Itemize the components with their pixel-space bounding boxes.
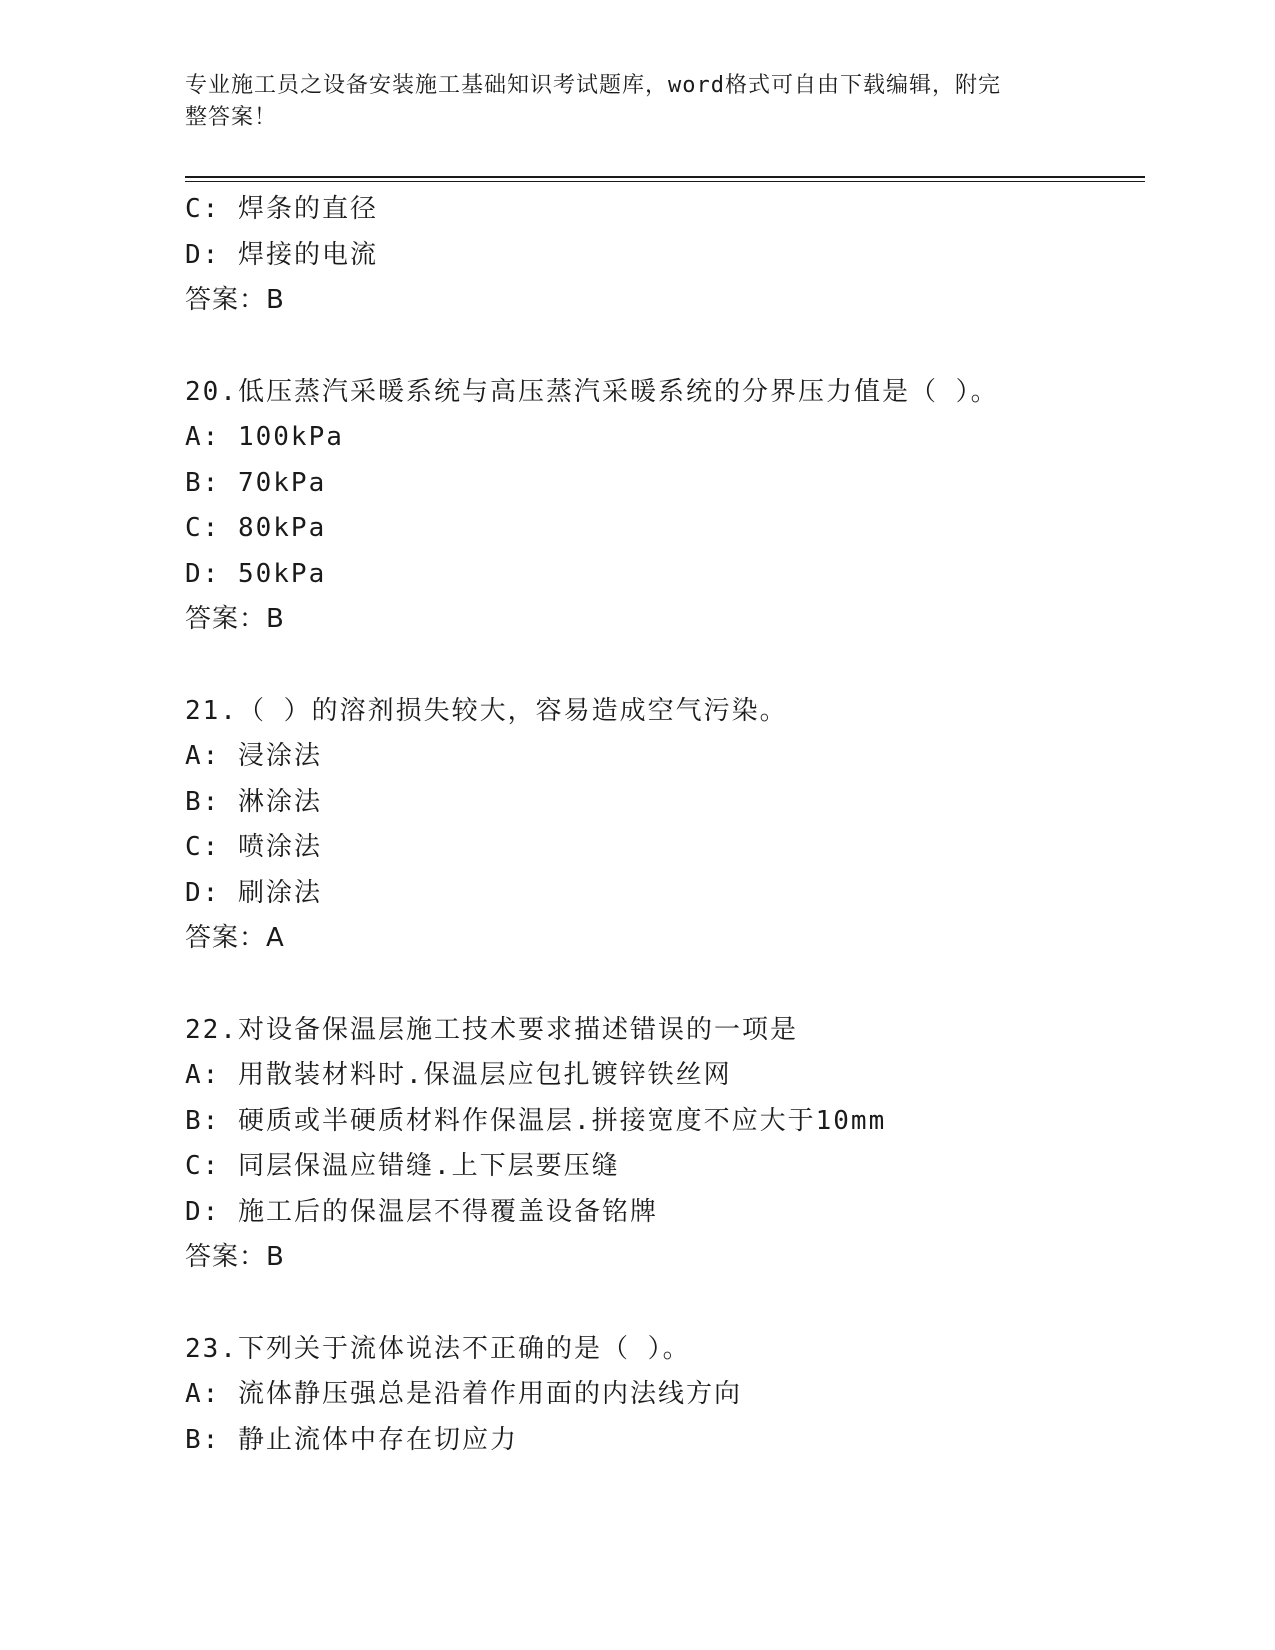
- answer-line: 答案：B: [185, 604, 285, 634]
- option-c: C: 80kPa: [185, 513, 327, 543]
- header-divider-thin: [185, 181, 1145, 182]
- question-block-23: [185, 1327, 1145, 1464]
- answer-line: 答案：A: [185, 923, 285, 953]
- option-d: D: 施工后的保温层不得覆盖设备铭牌: [185, 1196, 658, 1227]
- option-b: B: 70kPa: [185, 467, 327, 498]
- header-divider-thick: [185, 176, 1145, 178]
- option-d: D: 刷涂法: [185, 877, 322, 908]
- question-spacer: [185, 962, 1145, 1008]
- question-text: 23.下列关于流体说法不正确的是（ ）。: [185, 1333, 691, 1364]
- option-a: A: 浸涂法: [185, 741, 322, 771]
- question-block-20: [185, 370, 1145, 643]
- question-text: 21.（ ）的溶剂损失较大，容易造成空气污染。: [185, 695, 788, 726]
- question-spacer: [185, 643, 1145, 689]
- header-line-1: 专业施工员之设备安装施工基础知识考试题库，word格式可自由下载编辑，附完: [185, 73, 1001, 98]
- question-spacer: [185, 1281, 1145, 1327]
- answer-line: 答案：B: [185, 1242, 285, 1272]
- question-text: 20.低压蒸汽采暖系统与高压蒸汽采暖系统的分界压力值是（ ）。: [185, 376, 999, 407]
- option-c: C: 同层保温应错缝.上下层要压缝: [185, 1151, 620, 1181]
- option-b: B: 淋涂法: [185, 786, 322, 817]
- answer-line: 答案：B: [185, 285, 285, 315]
- question-list: [185, 187, 1145, 1463]
- document-header: [185, 70, 1065, 134]
- question-block-prev: [185, 187, 1145, 324]
- question-text: 22.对设备保温层施工技术要求描述错误的一项是: [185, 1014, 798, 1045]
- option-d: D: 焊接的电流: [185, 239, 378, 270]
- option-c: C: 喷涂法: [185, 832, 322, 862]
- question-spacer: [185, 324, 1145, 370]
- question-block-22: [185, 1008, 1145, 1281]
- option-a: A: 用散装材料时.保温层应包扎镀锌铁丝网: [185, 1060, 732, 1090]
- option-d: D: 50kPa: [185, 558, 327, 589]
- option-b: B: 静止流体中存在切应力: [185, 1424, 518, 1455]
- option-a: A: 流体静压强总是沿着作用面的内法线方向: [185, 1379, 742, 1409]
- option-a: A: 100kPa: [185, 422, 344, 452]
- header-line-2: 整答案！: [185, 105, 278, 130]
- option-b: B: 硬质或半硬质材料作保温层.拼接宽度不应大于10mm: [185, 1105, 887, 1136]
- question-block-21: [185, 689, 1145, 962]
- option-c: C: 焊条的直径: [185, 194, 378, 224]
